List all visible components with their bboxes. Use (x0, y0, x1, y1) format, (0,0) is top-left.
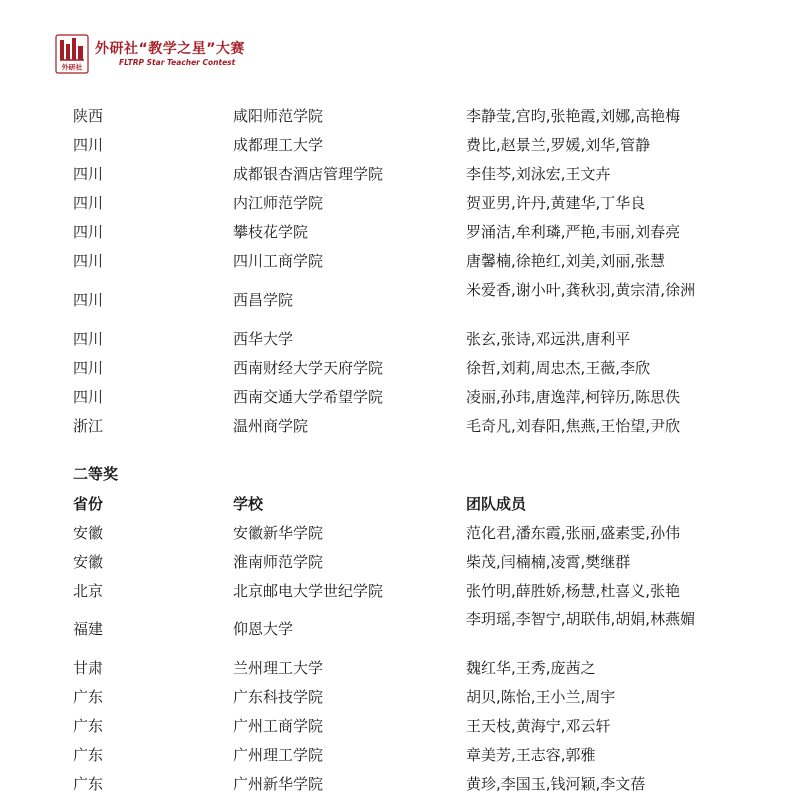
school-cell: 西南财经大学天府学院 (233, 359, 384, 377)
brand-title-cn: 外研社“教学之星”大赛 (95, 41, 245, 57)
members-cell: 毛奇凡,刘春阳,焦燕,王怡望,尹欣 (466, 417, 681, 435)
contest-header (55, 34, 245, 74)
members-cell: 王天枝,黄海宁,邓云轩 (466, 717, 611, 735)
column-header-members: 团队成员 (466, 495, 527, 513)
province-cell: 广东 (73, 688, 104, 706)
members-cell: 唐馨楠,徐艳红,刘美,刘丽,张慧 (466, 252, 666, 270)
members-cell: 魏红华,王秀,庞茜之 (466, 659, 596, 677)
school-cell: 广州新华学院 (233, 775, 324, 793)
members-cell: 费比,赵景兰,罗媛,刘华,管静 (466, 136, 651, 154)
province-cell: 四川 (73, 359, 104, 377)
school-cell: 攀枝花学院 (233, 223, 309, 241)
school-cell: 西昌学院 (233, 291, 294, 309)
school-cell: 西华大学 (233, 330, 294, 348)
members-cell: 胡贝,陈怡,王小兰,周宇 (466, 688, 616, 706)
province-cell: 四川 (73, 136, 104, 154)
school-cell: 北京邮电大学世纪学院 (233, 582, 384, 600)
province-cell: 北京 (73, 582, 104, 600)
province-cell: 四川 (73, 194, 104, 212)
school-cell: 西南交通大学希望学院 (233, 388, 384, 406)
province-cell: 福建 (73, 620, 104, 638)
province-cell: 浙江 (73, 417, 104, 435)
members-cell: 柴茂,闫楠楠,凌霄,樊继群 (466, 553, 631, 571)
members-cell: 黄珍,李国玉,钱河颖,李文蓓 (466, 775, 646, 793)
column-header-province: 省份 (73, 495, 104, 513)
members-cell: 凌丽,孙玮,唐逸萍,柯锌历,陈思佚 (466, 388, 681, 406)
school-cell: 四川工商学院 (233, 252, 324, 270)
province-cell: 广东 (73, 717, 104, 735)
members-cell: 徐哲,刘莉,周忠杰,王薇,李欣 (466, 359, 651, 377)
school-cell: 兰州理工大学 (233, 659, 324, 677)
members-cell: 张竹明,薛胜娇,杨慧,杜喜义,张艳 (466, 582, 681, 600)
school-cell: 淮南师范学院 (233, 553, 324, 571)
province-cell: 广东 (73, 746, 104, 764)
province-cell: 四川 (73, 388, 104, 406)
province-cell: 四川 (73, 291, 104, 309)
province-cell: 广东 (73, 775, 104, 793)
brand-title-en: FLTRP Star Teacher Contest (119, 58, 236, 67)
province-cell: 四川 (73, 223, 104, 241)
province-cell: 四川 (73, 252, 104, 270)
school-cell: 广州工商学院 (233, 717, 324, 735)
logo-text: 外研社 (61, 63, 83, 72)
school-cell: 温州商学院 (233, 417, 309, 435)
school-cell: 广东科技学院 (233, 688, 324, 706)
province-cell: 甘肃 (73, 659, 104, 677)
members-cell: 张玄,张诗,邓远洪,唐利平 (466, 330, 631, 348)
province-cell: 四川 (73, 330, 104, 348)
school-cell: 内江师范学院 (233, 194, 324, 212)
province-cell: 四川 (73, 165, 104, 183)
school-cell: 仰恩大学 (233, 620, 294, 638)
school-cell: 安徽新华学院 (233, 524, 324, 542)
members-cell: 李玥瑶,李智宁,胡联伟,胡娟,林燕媚 (466, 610, 696, 628)
members-cell: 李佳芩,刘泳宏,王文卉 (466, 165, 611, 183)
members-cell: 米爱香,谢小叶,龚秋羽,黄宗清,徐洲 (466, 281, 696, 299)
section-title-second-prize: 二等奖 (73, 465, 119, 483)
fltrp-logo-icon (55, 34, 89, 74)
members-cell: 章美芳,王志容,郭雅 (466, 746, 596, 764)
province-cell: 安徽 (73, 553, 104, 571)
school-cell: 成都银杏酒店管理学院 (233, 165, 384, 183)
school-cell: 咸阳师范学院 (233, 107, 324, 125)
school-cell: 广州理工学院 (233, 746, 324, 764)
province-cell: 陕西 (73, 107, 104, 125)
members-cell: 范化君,潘东霞,张丽,盛素雯,孙伟 (466, 524, 681, 542)
members-cell: 罗涌洁,牟利璘,严艳,韦丽,刘春亮 (466, 223, 681, 241)
school-cell: 成都理工大学 (233, 136, 324, 154)
members-cell: 李静莹,宫昀,张艳霞,刘娜,高艳梅 (466, 107, 681, 125)
province-cell: 安徽 (73, 524, 104, 542)
members-cell: 贺亚男,许丹,黄建华,丁华良 (466, 194, 646, 212)
column-header-school: 学校 (233, 495, 264, 513)
